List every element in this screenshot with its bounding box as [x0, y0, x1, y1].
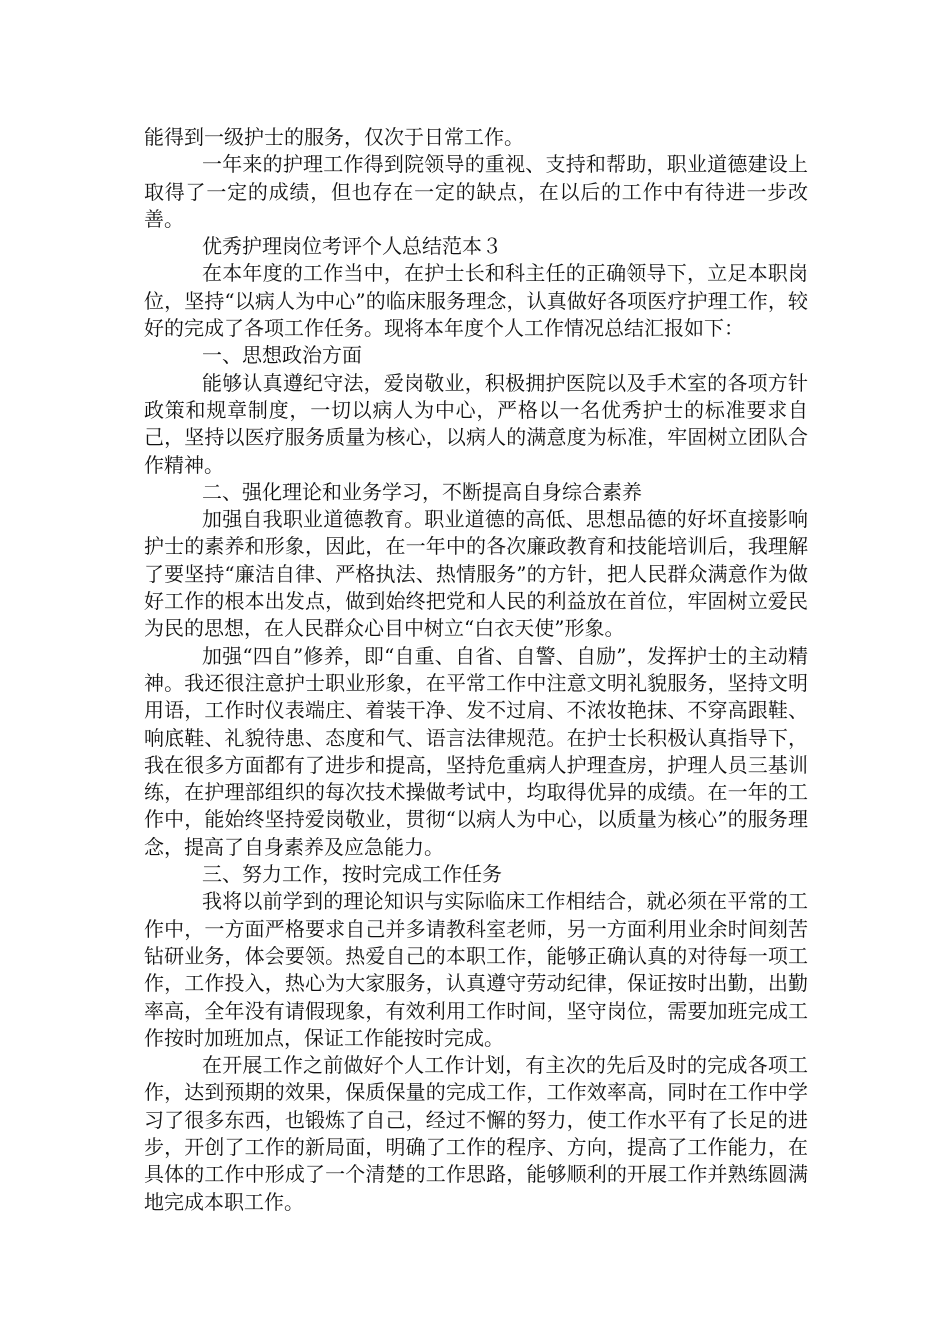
body-paragraph: 在本年度的工作当中，在护士长和科主任的正确领导下，立足本职岗位，坚持“以病人为中心”的临床服务理念，认真做好各项医疗护理工作，较好的完成了各项工作任务。现将本年度个人工作情况总结汇报如下：	[144, 261, 808, 341]
document-title: 优秀护理岗位考评个人总结范本３	[202, 234, 502, 259]
body-paragraph: 加强“四自”修养，即“自重、自省、自警、自励”，发挥护士的主动精神。我还很注意护士职业形象，在平常工作中注意文明礼貌服务，坚持文明用语，工作时仪表端庄、着装干净、发不过肩、不浓妆艳抹、不穿高跟鞋、响底鞋、礼貌待患、态度和气、语言法律规范。在护士长积极认真指导下，我在很多方面都有了进步和提高，坚持危重病人护理查房，护理人员三基训练，在护理部组织的每次技术操做考试中，均取得优异的成绩。在一年的工作中，能始终坚持爱岗敬业，贯彻“以病人为中心，以质量为核心”的服务理念，提高了自身素养及应急能力。	[144, 643, 808, 859]
body-paragraph: 我将以前学到的理论知识与实际临床工作相结合，就必须在平常的工作中，一方面严格要求自己并多请教科室老师，另一方面利用业余时间刻苦钻研业务，体会要领。热爱自己的本职工作，能够正确认真的对待每一项工作，工作投入，热心为大家服务，认真遵守劳动纪律，保证按时出勤，出勤率高，全年没有请假现象，有效利用工作时间，坚守岗位，需要加班完成工作按时加班加点，保证工作能按时完成。	[144, 889, 808, 1050]
body-paragraph: 能够认真遵纪守法，爱岗敬业，积极拥护医院以及手术室的各项方针政策和规章制度，一切以病人为中心，严格以一名优秀护士的标准要求自己，坚持以医疗服务质量为核心，以病人的满意度为标准，牢固树立团队合作精神。	[144, 370, 808, 477]
section-heading: 一、思想政治方面	[202, 343, 362, 368]
section-heading: 三、努力工作，按时完成工作任务	[202, 862, 502, 887]
body-paragraph: 在开展工作之前做好个人工作计划，有主次的先后及时的完成各项工作，达到预期的效果，保质保量的完成工作，工作效率高，同时在工作中学习了很多东西，也锻炼了自己，经过不懈的努力，使工作水平有了长足的进步，开创了工作的新局面，明确了工作的程序、方向，提高了工作能力，在具体的工作中形成了一个清楚的工作思路，能够顺利的开展工作并熟练圆满地完成本职工作。	[144, 1053, 808, 1214]
document-body	[144, 124, 808, 1216]
section-heading: 二、强化理论和业务学习，不断提高自身综合素养	[202, 479, 642, 504]
body-paragraph: 加强自我职业道德教育。职业道德的高低、思想品德的好坏直接影响护士的素养和形象，因此，在一年中的各次廉政教育和技能培训后，我理解了要坚持“廉洁自律、严格执法、热情服务”的方针，把人民群众满意作为做好工作的根本出发点，做到始终把党和人民的利益放在首位，牢固树立爱民为民的思想，在人民群众心目中树立“白衣天使”形象。	[144, 507, 808, 641]
body-paragraph: 一年来的护理工作得到院领导的重视、支持和帮助，职业道德建设上取得了一定的成绩，但也存在一定的缺点，在以后的工作中有待进一步改善。	[144, 152, 808, 231]
continuation-paragraph: 能得到一级护士的服务，仅次于日常工作。	[144, 125, 524, 149]
